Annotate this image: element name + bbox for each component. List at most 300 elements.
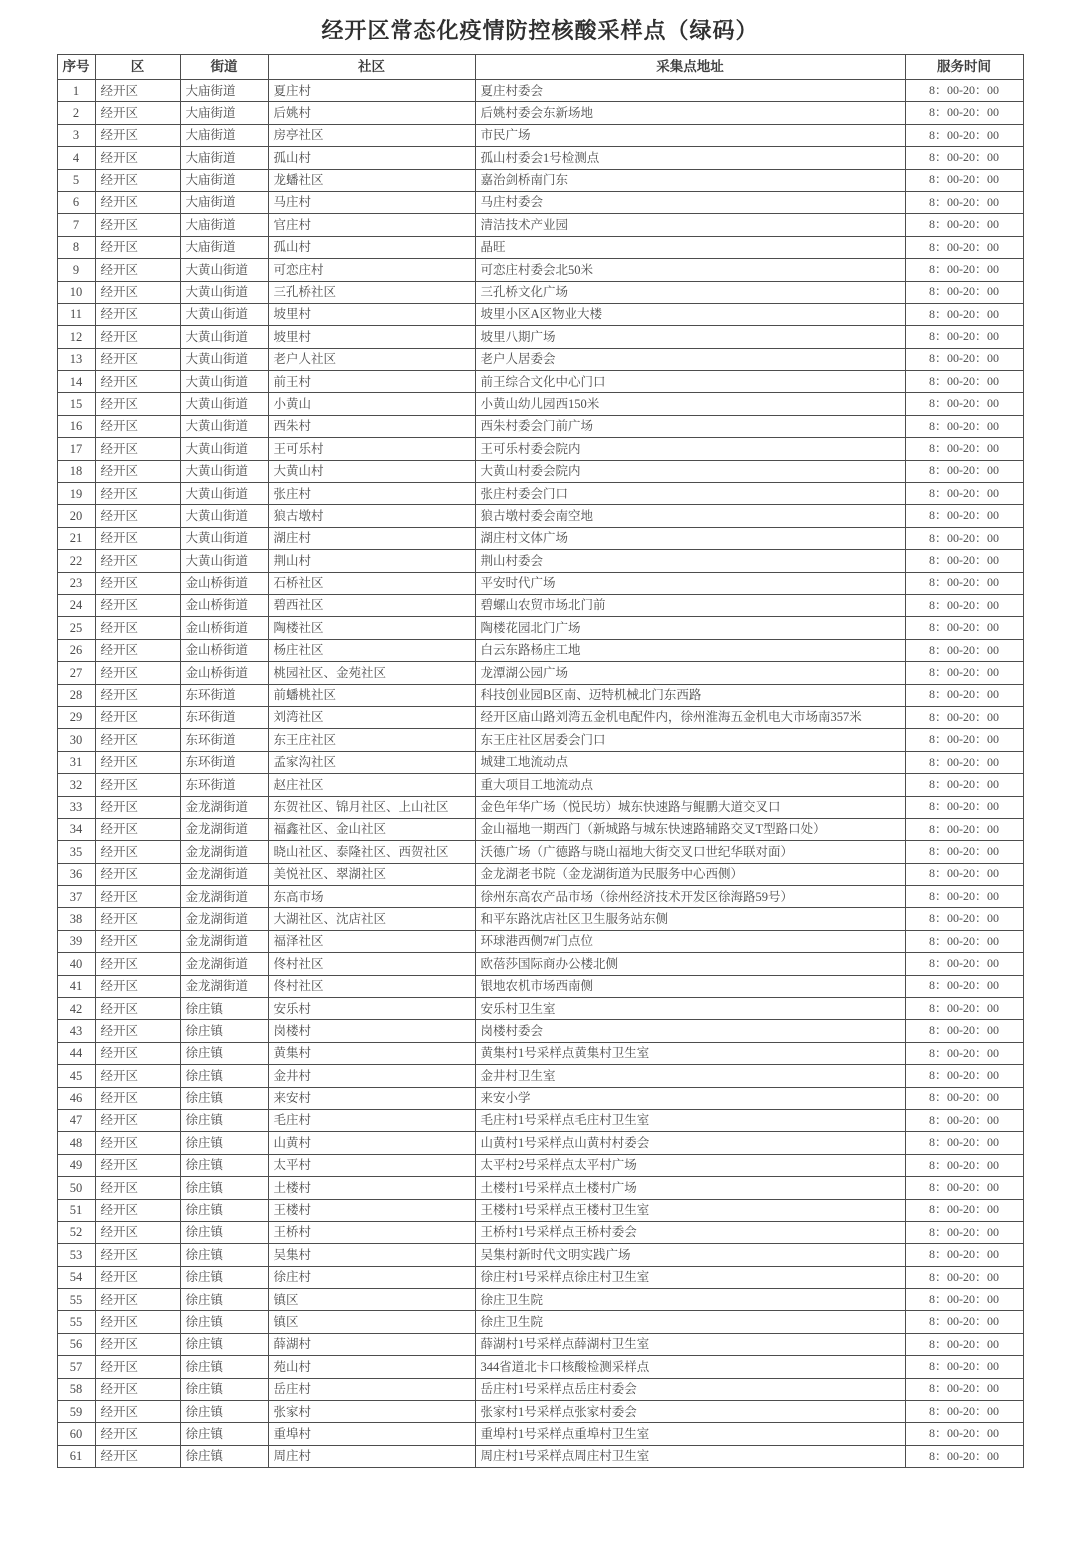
address-cell: 来安小学 [475,1087,905,1109]
community-cell: 苑山村 [268,1356,475,1378]
seq-cell: 10 [57,281,95,303]
district-cell: 经开区 [95,169,180,191]
address-cell: 可恋庄村委会北50米 [475,259,905,281]
service-time-cell: 8：00-20：00 [905,639,1023,661]
street-cell: 大庙街道 [180,191,268,213]
street-cell: 大庙街道 [180,80,268,102]
service-time-cell: 8：00-20：00 [905,886,1023,908]
community-cell: 山黄村 [268,1132,475,1154]
table-row [57,348,1023,370]
street-cell: 徐庄镇 [180,1199,268,1221]
street-cell: 大黄山街道 [180,415,268,437]
table-row [57,1445,1023,1467]
address-cell: 碧螺山农贸市场北门前 [475,594,905,616]
table-row [57,259,1023,281]
community-cell: 黄集村 [268,1042,475,1064]
street-cell: 大黄山街道 [180,483,268,505]
street-cell: 金山桥街道 [180,662,268,684]
table-row [57,326,1023,348]
seq-cell: 11 [57,303,95,325]
seq-cell: 29 [57,706,95,728]
district-cell: 经开区 [95,483,180,505]
address-cell: 后姚村委会东新场地 [475,102,905,124]
district-cell: 经开区 [95,281,180,303]
street-cell: 东环街道 [180,774,268,796]
table-row [57,80,1023,102]
seq-cell: 45 [57,1065,95,1087]
community-cell: 王可乐村 [268,438,475,460]
table-row [57,124,1023,146]
service-time-cell: 8：00-20：00 [905,1445,1023,1467]
street-cell: 大黄山街道 [180,505,268,527]
address-cell: 张家村1号采样点张家村委会 [475,1401,905,1423]
seq-cell: 30 [57,729,95,751]
district-cell: 经开区 [95,214,180,236]
column-header: 社区 [268,55,475,80]
district-cell: 经开区 [95,438,180,460]
table-row [57,684,1023,706]
seq-cell: 7 [57,214,95,236]
table-row [57,191,1023,213]
service-time-cell: 8：00-20：00 [905,214,1023,236]
seq-cell: 19 [57,483,95,505]
table-row [57,1378,1023,1400]
seq-cell: 14 [57,371,95,393]
table-row [57,863,1023,885]
service-time-cell: 8：00-20：00 [905,303,1023,325]
district-cell: 经开区 [95,1244,180,1266]
service-time-cell: 8：00-20：00 [905,1109,1023,1131]
address-cell: 晶旺 [475,236,905,258]
address-cell: 王桥村1号采样点王桥村委会 [475,1221,905,1243]
service-time-cell: 8：00-20：00 [905,1020,1023,1042]
seq-cell: 51 [57,1199,95,1221]
address-cell: 金龙湖老书院（金龙湖街道为民服务中心西侧） [475,863,905,885]
district-cell: 经开区 [95,998,180,1020]
service-time-cell: 8：00-20：00 [905,594,1023,616]
address-cell: 市民广场 [475,124,905,146]
seq-cell: 47 [57,1109,95,1131]
district-cell: 经开区 [95,886,180,908]
seq-cell: 3 [57,124,95,146]
district-cell: 经开区 [95,1109,180,1131]
street-cell: 东环街道 [180,729,268,751]
community-cell: 佟村社区 [268,975,475,997]
street-cell: 大黄山街道 [180,460,268,482]
table-row [57,841,1023,863]
district-cell: 经开区 [95,1154,180,1176]
street-cell: 金龙湖街道 [180,863,268,885]
street-cell: 徐庄镇 [180,1221,268,1243]
community-cell: 大湖社区、沈店社区 [268,908,475,930]
community-cell: 岗楼村 [268,1020,475,1042]
seq-cell: 16 [57,415,95,437]
table-row [57,908,1023,930]
community-cell: 重埠村 [268,1423,475,1445]
table-row [57,662,1023,684]
service-time-cell: 8：00-20：00 [905,460,1023,482]
table-row [57,1356,1023,1378]
table-row [57,415,1023,437]
service-time-cell: 8：00-20：00 [905,1311,1023,1333]
table-row [57,1177,1023,1199]
district-cell: 经开区 [95,124,180,146]
street-cell: 徐庄镇 [180,1445,268,1467]
seq-cell: 49 [57,1154,95,1176]
seq-cell: 43 [57,1020,95,1042]
table-row [57,975,1023,997]
community-cell: 陶楼社区 [268,617,475,639]
community-cell: 杨庄社区 [268,639,475,661]
district-cell: 经开区 [95,303,180,325]
table-row [57,281,1023,303]
street-cell: 徐庄镇 [180,1109,268,1131]
community-cell: 小黄山 [268,393,475,415]
community-cell: 佟村社区 [268,953,475,975]
community-cell: 荆山村 [268,550,475,572]
service-time-cell: 8：00-20：00 [905,80,1023,102]
street-cell: 金山桥街道 [180,639,268,661]
seq-cell: 53 [57,1244,95,1266]
community-cell: 石桥社区 [268,572,475,594]
district-cell: 经开区 [95,594,180,616]
community-cell: 湖庄村 [268,527,475,549]
address-cell: 张庄村委会门口 [475,483,905,505]
table-row [57,572,1023,594]
table-row [57,1289,1023,1311]
service-time-cell: 8：00-20：00 [905,147,1023,169]
community-cell: 晓山社区、泰隆社区、西贺社区 [268,841,475,863]
district-cell: 经开区 [95,751,180,773]
street-cell: 金龙湖街道 [180,818,268,840]
street-cell: 大黄山街道 [180,438,268,460]
table-row [57,639,1023,661]
column-header: 服务时间 [905,55,1023,80]
table-row [57,594,1023,616]
community-cell: 狼古墩村 [268,505,475,527]
street-cell: 徐庄镇 [180,1311,268,1333]
address-cell: 嘉治剑桥南门东 [475,169,905,191]
service-time-cell: 8：00-20：00 [905,774,1023,796]
seq-cell: 18 [57,460,95,482]
seq-cell: 13 [57,348,95,370]
address-cell: 重大项目工地流动点 [475,774,905,796]
table-row [57,1042,1023,1064]
service-time-cell: 8：00-20：00 [905,998,1023,1020]
district-cell: 经开区 [95,1266,180,1288]
address-cell: 毛庄村1号采样点毛庄村卫生室 [475,1109,905,1131]
street-cell: 金龙湖街道 [180,975,268,997]
community-cell: 王楼村 [268,1199,475,1221]
address-cell: 金井村卫生室 [475,1065,905,1087]
seq-cell: 37 [57,886,95,908]
community-cell: 三孔桥社区 [268,281,475,303]
table-row [57,1109,1023,1131]
service-time-cell: 8：00-20：00 [905,617,1023,639]
street-cell: 徐庄镇 [180,998,268,1020]
address-cell: 和平东路沈店社区卫生服务站东侧 [475,908,905,930]
address-cell: 科技创业园B区南、迈特机械北门东西路 [475,684,905,706]
table-row [57,438,1023,460]
table-row [57,1333,1023,1355]
street-cell: 金山桥街道 [180,617,268,639]
community-cell: 徐庄村 [268,1266,475,1288]
district-cell: 经开区 [95,1378,180,1400]
service-time-cell: 8：00-20：00 [905,751,1023,773]
service-time-cell: 8：00-20：00 [905,438,1023,460]
seq-cell: 46 [57,1087,95,1109]
table-row [57,1065,1023,1087]
address-cell: 王楼村1号采样点王楼村卫生室 [475,1199,905,1221]
address-cell: 王可乐村委会院内 [475,438,905,460]
street-cell: 大黄山街道 [180,281,268,303]
community-cell: 张家村 [268,1401,475,1423]
seq-cell: 34 [57,818,95,840]
seq-cell: 22 [57,550,95,572]
street-cell: 大黄山街道 [180,371,268,393]
community-cell: 马庄村 [268,191,475,213]
table-row [57,1087,1023,1109]
seq-cell: 17 [57,438,95,460]
seq-cell: 59 [57,1401,95,1423]
service-time-cell: 8：00-20：00 [905,729,1023,751]
seq-cell: 25 [57,617,95,639]
seq-cell: 42 [57,998,95,1020]
service-time-cell: 8：00-20：00 [905,1132,1023,1154]
street-cell: 金龙湖街道 [180,953,268,975]
district-cell: 经开区 [95,1445,180,1467]
district-cell: 经开区 [95,572,180,594]
street-cell: 金山桥街道 [180,572,268,594]
district-cell: 经开区 [95,863,180,885]
table-row [57,751,1023,773]
community-cell: 刘湾社区 [268,706,475,728]
seq-cell: 33 [57,796,95,818]
address-cell: 城建工地流动点 [475,751,905,773]
address-cell: 徐庄卫生院 [475,1289,905,1311]
street-cell: 徐庄镇 [180,1289,268,1311]
service-time-cell: 8：00-20：00 [905,975,1023,997]
district-cell: 经开区 [95,393,180,415]
address-cell: 金山福地一期西门（新城路与城东快速路辅路交叉T型路口处） [475,818,905,840]
address-cell: 银地农机市场西南侧 [475,975,905,997]
service-time-cell: 8：00-20：00 [905,550,1023,572]
seq-cell: 52 [57,1221,95,1243]
community-cell: 镇区 [268,1289,475,1311]
community-cell: 东高市场 [268,886,475,908]
seq-cell: 32 [57,774,95,796]
street-cell: 大庙街道 [180,236,268,258]
address-cell: 欧蓓莎国际商办公楼北侧 [475,953,905,975]
seq-cell: 41 [57,975,95,997]
table-row [57,1154,1023,1176]
service-time-cell: 8：00-20：00 [905,1154,1023,1176]
street-cell: 徐庄镇 [180,1423,268,1445]
street-cell: 徐庄镇 [180,1020,268,1042]
service-time-cell: 8：00-20：00 [905,662,1023,684]
district-cell: 经开区 [95,1401,180,1423]
seq-cell: 55 [57,1289,95,1311]
district-cell: 经开区 [95,662,180,684]
district-cell: 经开区 [95,908,180,930]
seq-cell: 21 [57,527,95,549]
seq-cell: 40 [57,953,95,975]
community-cell: 土楼村 [268,1177,475,1199]
community-cell: 龙蟠社区 [268,169,475,191]
address-cell: 徐庄卫生院 [475,1311,905,1333]
seq-cell: 35 [57,841,95,863]
address-cell: 白云东路杨庄工地 [475,639,905,661]
district-cell: 经开区 [95,1311,180,1333]
service-time-cell: 8：00-20：00 [905,1378,1023,1400]
column-header: 街道 [180,55,268,80]
service-time-cell: 8：00-20：00 [905,796,1023,818]
community-cell: 赵庄社区 [268,774,475,796]
seq-cell: 9 [57,259,95,281]
table-row [57,505,1023,527]
table-row [57,1020,1023,1042]
street-cell: 大黄山街道 [180,393,268,415]
community-cell: 官庄村 [268,214,475,236]
district-cell: 经开区 [95,80,180,102]
community-cell: 金井村 [268,1065,475,1087]
address-cell: 清洁技术产业园 [475,214,905,236]
district-cell: 经开区 [95,460,180,482]
table-row [57,774,1023,796]
address-cell: 陶楼花园北门广场 [475,617,905,639]
community-cell: 镇区 [268,1311,475,1333]
service-time-cell: 8：00-20：00 [905,953,1023,975]
table-row [57,706,1023,728]
table-row [57,483,1023,505]
column-header: 区 [95,55,180,80]
service-time-cell: 8：00-20：00 [905,191,1023,213]
table-row [57,371,1023,393]
community-cell: 东贺社区、锦月社区、上山社区 [268,796,475,818]
address-cell: 土楼村1号采样点土楼村广场 [475,1177,905,1199]
service-time-cell: 8：00-20：00 [905,259,1023,281]
service-time-cell: 8：00-20：00 [905,1333,1023,1355]
community-cell: 坡里村 [268,303,475,325]
district-cell: 经开区 [95,729,180,751]
seq-cell: 12 [57,326,95,348]
community-cell: 安乐村 [268,998,475,1020]
community-cell: 薛湖村 [268,1333,475,1355]
district-cell: 经开区 [95,1132,180,1154]
street-cell: 金龙湖街道 [180,930,268,952]
street-cell: 东环街道 [180,684,268,706]
district-cell: 经开区 [95,326,180,348]
table-row [57,1266,1023,1288]
address-cell: 平安时代广场 [475,572,905,594]
seq-cell: 4 [57,147,95,169]
service-time-cell: 8：00-20：00 [905,281,1023,303]
street-cell: 大庙街道 [180,147,268,169]
seq-cell: 58 [57,1378,95,1400]
table-row [57,1199,1023,1221]
service-time-cell: 8：00-20：00 [905,1087,1023,1109]
district-cell: 经开区 [95,1020,180,1042]
service-time-cell: 8：00-20：00 [905,371,1023,393]
address-cell: 吴集村新时代文明实践广场 [475,1244,905,1266]
table-row [57,1221,1023,1243]
street-cell: 徐庄镇 [180,1333,268,1355]
service-time-cell: 8：00-20：00 [905,1289,1023,1311]
table-row [57,147,1023,169]
district-cell: 经开区 [95,639,180,661]
street-cell: 金龙湖街道 [180,908,268,930]
street-cell: 大庙街道 [180,102,268,124]
district-cell: 经开区 [95,415,180,437]
service-time-cell: 8：00-20：00 [905,1177,1023,1199]
service-time-cell: 8：00-20：00 [905,1221,1023,1243]
table-row [57,930,1023,952]
community-cell: 西朱村 [268,415,475,437]
community-cell: 后姚村 [268,102,475,124]
service-time-cell: 8：00-20：00 [905,1244,1023,1266]
street-cell: 徐庄镇 [180,1244,268,1266]
address-cell: 岗楼村委会 [475,1020,905,1042]
seq-cell: 20 [57,505,95,527]
address-cell: 重埠村1号采样点重埠村卫生室 [475,1423,905,1445]
service-time-cell: 8：00-20：00 [905,930,1023,952]
street-cell: 徐庄镇 [180,1401,268,1423]
page-title: 经开区常态化疫情防控核酸采样点（绿码） [321,18,759,43]
street-cell: 大黄山街道 [180,348,268,370]
community-cell: 孤山村 [268,147,475,169]
table-row [57,998,1023,1020]
district-cell: 经开区 [95,841,180,863]
table-row [57,527,1023,549]
address-cell: 狼古墩村委会南空地 [475,505,905,527]
address-cell: 龙潭湖公园广场 [475,662,905,684]
service-time-cell: 8：00-20：00 [905,908,1023,930]
seq-cell: 31 [57,751,95,773]
district-cell: 经开区 [95,617,180,639]
address-cell: 坡里小区A区物业大楼 [475,303,905,325]
seq-cell: 54 [57,1266,95,1288]
street-cell: 大黄山街道 [180,527,268,549]
service-time-cell: 8：00-20：00 [905,818,1023,840]
seq-cell: 27 [57,662,95,684]
seq-cell: 15 [57,393,95,415]
address-cell: 周庄村1号采样点周庄村卫生室 [475,1445,905,1467]
seq-cell: 57 [57,1356,95,1378]
service-time-cell: 8：00-20：00 [905,684,1023,706]
seq-cell: 8 [57,236,95,258]
seq-cell: 6 [57,191,95,213]
table-row [57,393,1023,415]
address-cell: 黄集村1号采样点黄集村卫生室 [475,1042,905,1064]
community-cell: 前王村 [268,371,475,393]
street-cell: 徐庄镇 [180,1042,268,1064]
table-row [57,102,1023,124]
district-cell: 经开区 [95,102,180,124]
street-cell: 大庙街道 [180,124,268,146]
address-cell: 经开区庙山路刘湾五金机电配件内，徐州淮海五金机电大市场南357米 [475,706,905,728]
sampling-points-table [57,54,1024,1468]
address-cell: 大黄山村委会院内 [475,460,905,482]
service-time-cell: 8：00-20：00 [905,1356,1023,1378]
street-cell: 大黄山街道 [180,326,268,348]
district-cell: 经开区 [95,348,180,370]
community-cell: 毛庄村 [268,1109,475,1131]
address-cell: 三孔桥文化广场 [475,281,905,303]
service-time-cell: 8：00-20：00 [905,124,1023,146]
address-cell: 小黄山幼儿园西150米 [475,393,905,415]
street-cell: 大黄山街道 [180,550,268,572]
service-time-cell: 8：00-20：00 [905,863,1023,885]
